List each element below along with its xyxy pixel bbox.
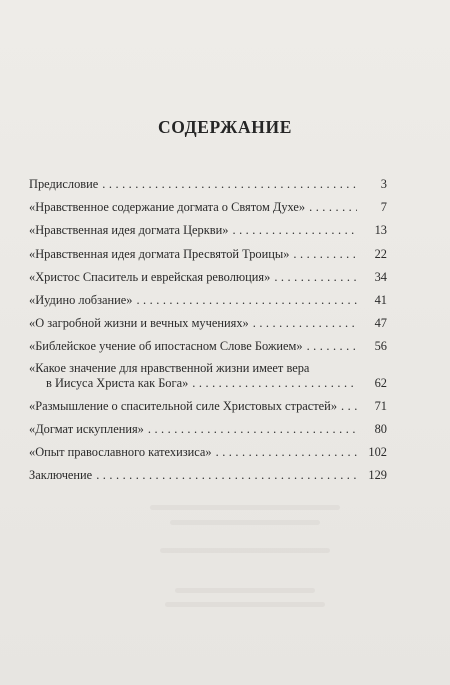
show-through-mark: [170, 520, 320, 525]
toc-entry-page: 47: [374, 316, 387, 330]
toc-entry: [29, 468, 387, 483]
dot-leader: [148, 422, 357, 437]
toc-entry-page: 7: [380, 200, 387, 214]
toc-entry-title: Заключение: [29, 468, 93, 482]
toc-entry: [29, 339, 387, 354]
toc-entry-title: «Иудино лобзание»: [29, 293, 133, 307]
toc-entry-page: 22: [374, 247, 387, 261]
dot-leader: [307, 339, 357, 354]
dot-leader: [192, 376, 357, 391]
dot-leader: [216, 445, 357, 460]
toc-entry-title-line1: «Какое значение для нравственной жизни имеет вера: [29, 361, 310, 375]
toc-entry-page: 71: [374, 399, 387, 413]
toc-entry-title: «Библейское учение об ипостасном Слове Божием»: [29, 339, 303, 353]
toc-entry-title: «Христос Спаситель и еврейская революция»: [29, 270, 271, 284]
dot-leader: [232, 223, 357, 238]
toc-entry-title: «Догмат искупления»: [29, 422, 144, 436]
dot-leader: [274, 270, 357, 285]
toc-entry: [29, 316, 387, 331]
toc-entry-page: 102: [368, 445, 387, 459]
toc-entry-title: Предисловие: [29, 177, 99, 191]
show-through-mark: [150, 505, 340, 510]
toc-entry: [29, 200, 387, 215]
toc-entry-title: «Нравственное содержание догмата о Святом Духе»: [29, 200, 306, 214]
toc-entry: [29, 247, 387, 262]
toc-entry-second-line: [29, 376, 387, 391]
toc-entry-page: 3: [380, 177, 387, 191]
dot-leader: [136, 293, 357, 308]
toc-entry-page: 56: [374, 339, 387, 353]
toc-entry: [29, 223, 387, 238]
toc-entry-page: 13: [374, 223, 387, 237]
toc-entry: [29, 293, 387, 308]
toc-entry: [29, 422, 387, 437]
show-through-mark: [165, 602, 325, 607]
toc-entry-title: «О загробной жизни и вечных мучениях»: [29, 316, 249, 330]
toc-entry-page: 80: [374, 422, 387, 436]
dot-leader: [341, 399, 357, 414]
toc-entry-page: 34: [374, 270, 387, 284]
show-through-mark: [160, 548, 330, 553]
toc-entry-title: «Размышление о спасительной силе Христовых страстей»: [29, 399, 338, 413]
toc-entry: [29, 445, 387, 460]
dot-leader: [102, 177, 357, 192]
dot-leader: [253, 316, 357, 331]
toc-entry-multiline: [29, 361, 387, 391]
toc-entry-page: 62: [374, 376, 387, 390]
toc-entry: [29, 177, 387, 192]
toc-entry-title: «Нравственная идея догмата Пресвятой Троицы»: [29, 247, 290, 261]
toc-entry-page: 41: [374, 293, 387, 307]
toc-entry: [29, 270, 387, 285]
toc-entry-title-line2: в Иисуса Христа как Бога»: [46, 376, 189, 390]
toc-entry-title: «Нравственная идея догмата Церкви»: [29, 223, 229, 237]
show-through-mark: [175, 588, 315, 593]
dot-leader: [293, 247, 357, 262]
toc-entry-title: «Опыт православного катехизиса»: [29, 445, 212, 459]
toc-entry: [29, 399, 387, 414]
dot-leader: [96, 468, 357, 483]
dot-leader: [309, 200, 357, 215]
toc-entry-page: 129: [368, 468, 387, 482]
page-title: СОДЕРЖАНИЕ: [157, 117, 292, 137]
